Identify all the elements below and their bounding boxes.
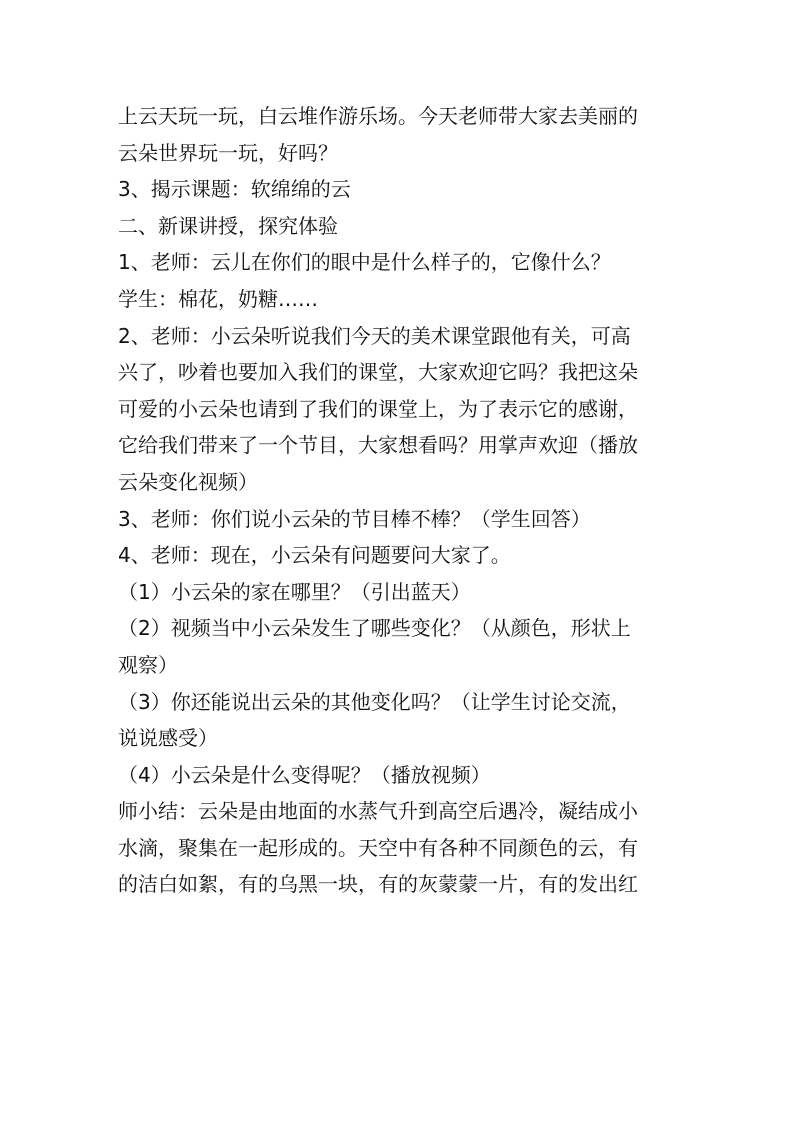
- text-line: 上云天玩一玩，白云堆作游乐场。今天老师带大家去美丽的: [118, 104, 638, 128]
- text-line: （2）视频当中小云朵发生了哪些变化？（从颜色，形状上: [118, 616, 631, 641]
- text-line: 1、老师：云儿在你们的眼中是什么样子的，它像什么？: [118, 250, 611, 275]
- text-line: （4）小云朵是什么变得呢？（播放视频）: [118, 762, 491, 787]
- text-line: 的洁白如絮，有的乌黑一块，有的灰蒙蒙一片，有的发出红: [118, 872, 638, 897]
- text-line: 说说感受）: [118, 726, 218, 751]
- text-line: 4、老师：现在，小云朵有问题要问大家了。: [118, 543, 511, 568]
- text-line: （1）小云朵的家在哪里？（引出蓝天）: [118, 579, 471, 604]
- text-line: 观察）: [118, 652, 178, 677]
- text-line: 云朵变化视频）: [118, 469, 258, 494]
- text-line: 可爱的小云朵也请到了我们的课堂上，为了表示它的感谢，: [118, 396, 638, 421]
- text-line: 云朵世界玩一玩，好吗？: [118, 140, 338, 165]
- text-line: 学生：棉花，奶糖……: [118, 286, 318, 311]
- text-line: 它给我们带来了一个节目，大家想看吗？用掌声欢迎（播放: [118, 433, 638, 458]
- text-line: 水滴，聚集在一起形成的。天空中有各种不同颜色的云，有: [118, 835, 638, 860]
- text-line: 师小结：云朵是由地面的水蒸气升到高空后遇冷，凝结成小: [118, 799, 638, 824]
- text-line: 3、老师：你们说小云朵的节目棒不棒？（学生回答）: [118, 506, 591, 531]
- text-line: 3、揭示课题：软绵绵的云: [118, 177, 351, 202]
- document-body: [118, 98, 688, 903]
- section-heading: 二、新课讲授，探究体验: [118, 213, 338, 238]
- text-line: 2、老师：小云朵听说我们今天的美术课堂跟他有关，可高: [118, 323, 631, 348]
- text-line: （3）你还能说出云朵的其他变化吗？（让学生讨论交流，: [118, 689, 631, 714]
- text-line: 兴了，吵着也要加入我们的课堂，大家欢迎它吗？我把这朵: [118, 360, 638, 385]
